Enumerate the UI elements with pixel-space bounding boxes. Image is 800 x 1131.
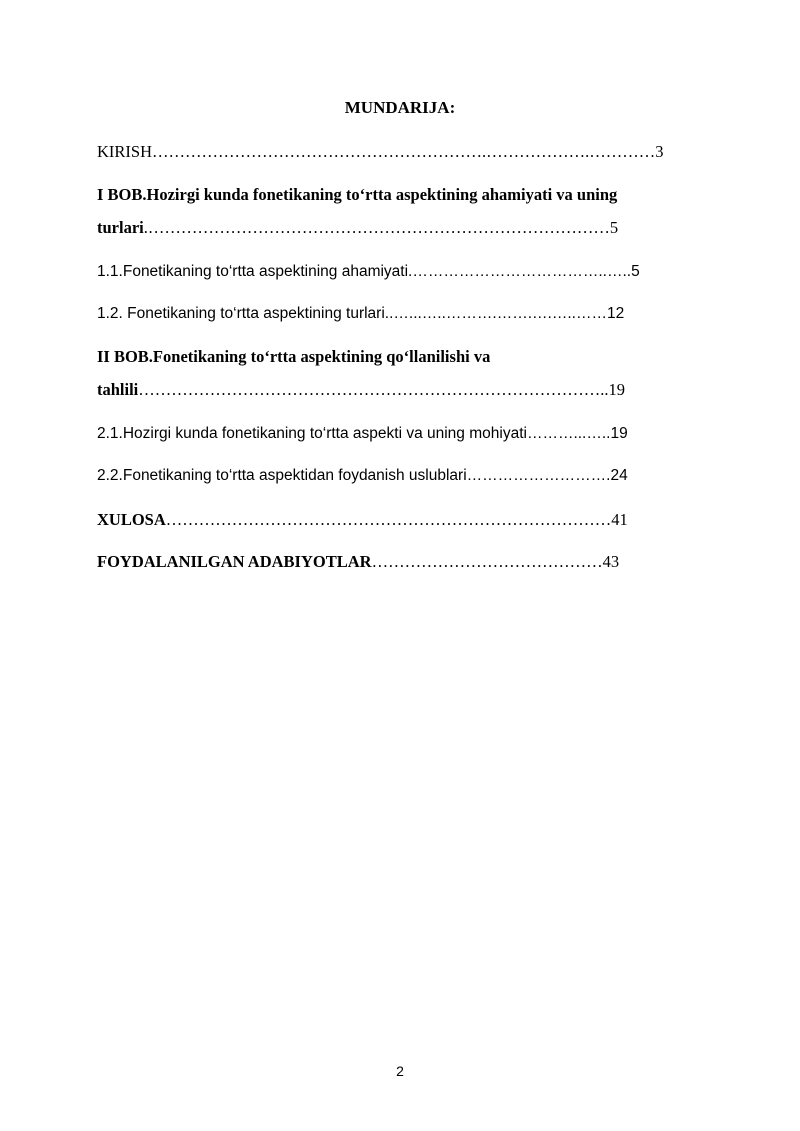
toc-entry-kirish: KIRISH…………………………………………………….……………….…………3 <box>97 142 664 161</box>
toc-chapter-1-line <box>97 218 692 238</box>
toc-section-1-2: 1.2. Fonetikaning to‘rtta aspektining turlari..…...…..……….…….….…..……12 <box>97 305 625 322</box>
toc-entry-xulosa <box>97 510 700 530</box>
toc-chapter-2-leader: …………………………………………………………………………..19 <box>138 380 626 399</box>
toc-section-2-1: 2.1.Hozirgi kunda fonetikaning to‘rtta aspekti va uning mohiyati………...…..19 <box>97 425 628 442</box>
toc-chapter-1-heading: I BOB.Hozirgi kunda fonetikaning to‘rtta aspektining ahamiyati va uning <box>97 185 618 204</box>
toc-chapter-2-label: tahlili <box>97 380 139 399</box>
toc-references-leader: ……………………………………43 <box>371 552 620 571</box>
page-number: 2 <box>396 1063 404 1079</box>
toc-entry-references <box>97 552 695 572</box>
toc-references-label: FOYDALANILGAN ADABIYOTLAR <box>97 552 372 571</box>
toc-chapter-2-heading: II BOB.Fonetikaning to‘rtta aspektining qo‘llanilishi va <box>97 347 491 366</box>
page-title: MUNDARIJA: <box>344 98 456 117</box>
toc-chapter-1-leader: .…………………………………………………………………………5 <box>143 218 619 237</box>
toc-chapter-1-label: turlari <box>97 218 144 237</box>
toc-section-1-1: 1.1.Fonetikaning to‘rtta aspektining ahamiyati.………………………………..…..5 <box>97 263 640 280</box>
toc-xulosa-label: XULOSA <box>97 510 166 529</box>
toc-chapter-2-line <box>97 380 699 400</box>
toc-xulosa-leader: ………………………………………………………………………41 <box>165 510 628 529</box>
toc-section-2-2: 2.2.Fonetikaning to‘rtta aspektidan foydanish uslublari……………………….24 <box>97 467 628 484</box>
